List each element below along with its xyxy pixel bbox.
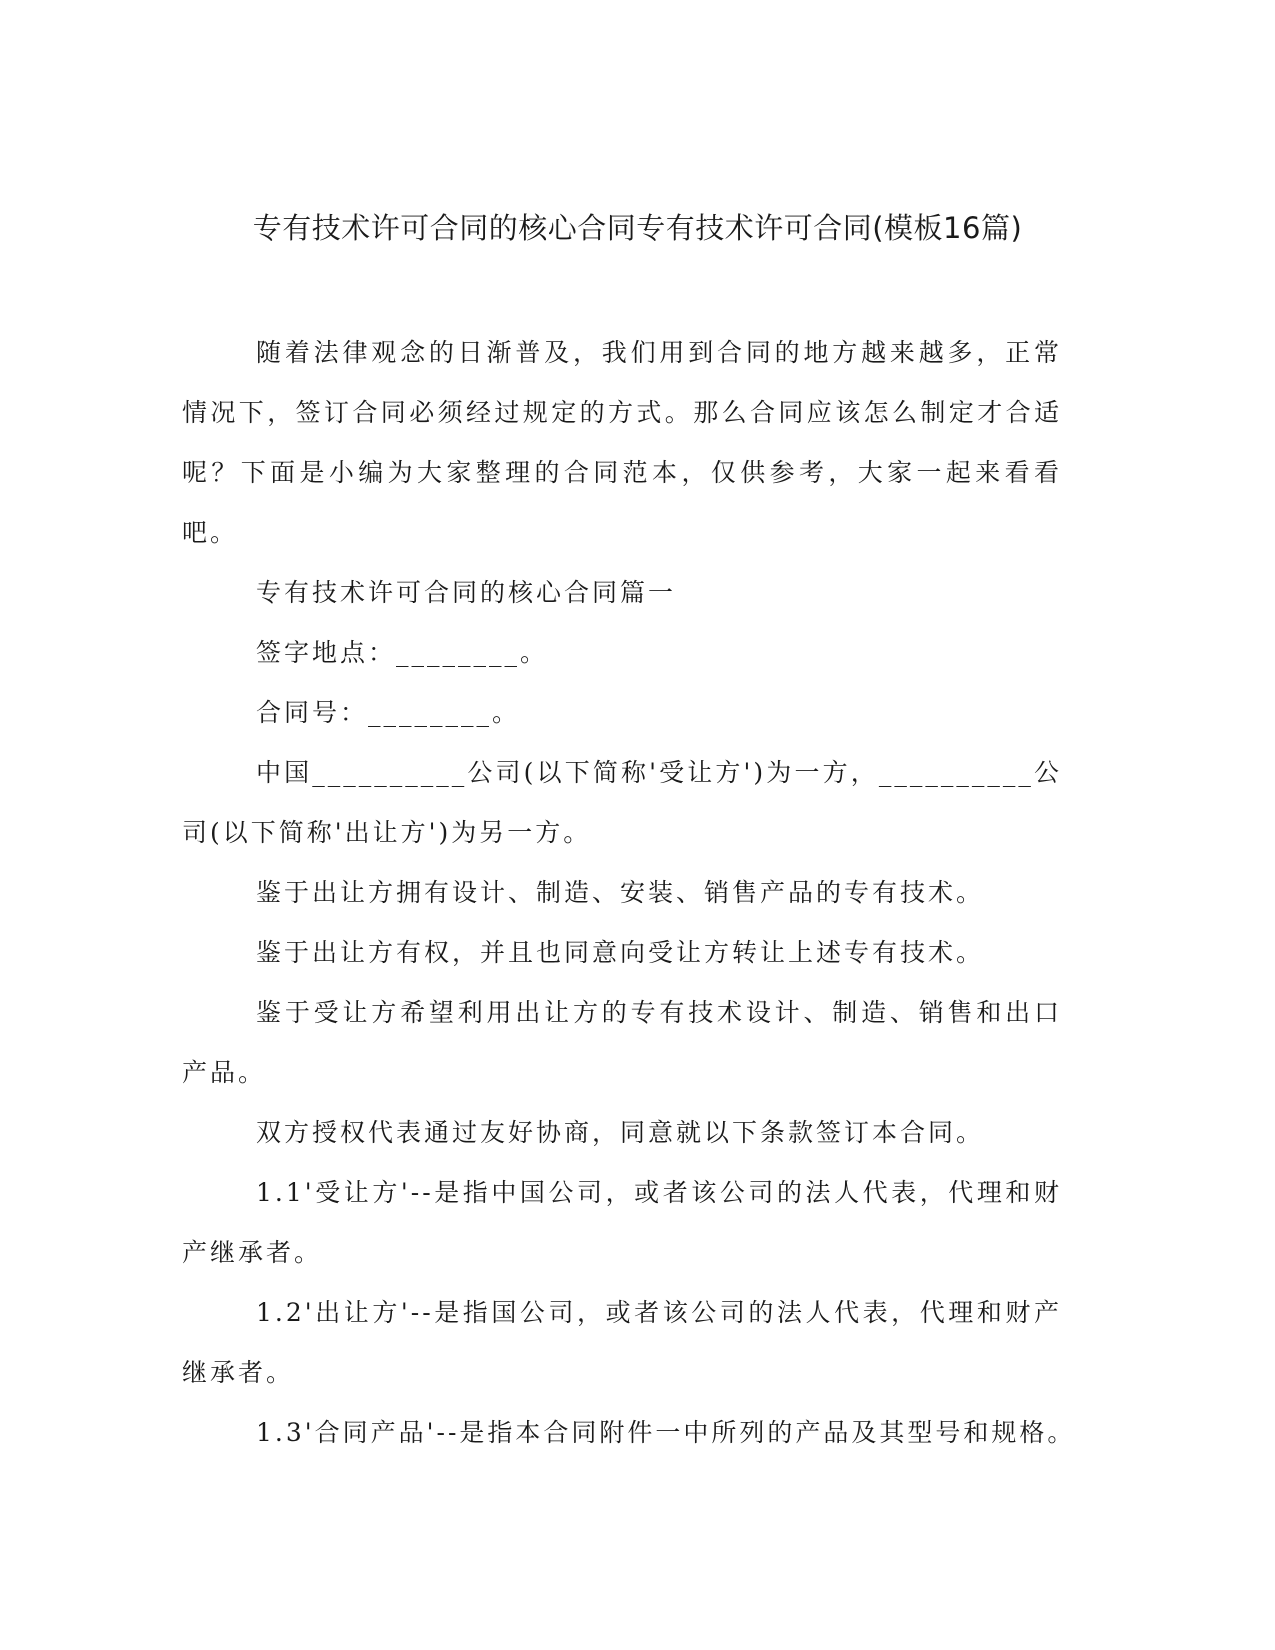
definition-paragraph: 1.1'受让方'--是指中国公司，或者该公司的法人代表，代理和财产继承者。 [182,1178,1062,1267]
intro-paragraph: 随着法律观念的日渐普及，我们用到合同的地方越来越多，正常情况下，签订合同必须经过规定的方式。那么合同应该怎么制定才合适呢？下面是小编为大家整理的合同范本，仅供参考，大家一起来看看吧。 [182,338,1062,547]
recital-paragraph: 鉴于出让方有权，并且也同意向受让方转让上述专有技术。 [256,938,985,967]
contract-number-line: 合同号：________。 [256,698,521,727]
signing-place-line: 签字地点：________。 [256,638,549,667]
recital-paragraph: 鉴于出让方拥有设计、制造、安装、销售产品的专有技术。 [256,878,985,907]
parties-paragraph: 中国__________公司(以下简称'受让方')为一方，__________公司(以下简称'出让方')为另一方。 [182,758,1062,847]
definition-paragraph: 1.3'合同产品'--是指本合同附件一中所列的产品及其型号和规格。 [256,1418,1076,1447]
document-title: 专有技术许可合同的核心合同专有技术许可合同(模板16篇) [252,211,1023,245]
agreement-paragraph: 双方授权代表通过友好协商，同意就以下条款签订本合同。 [256,1118,985,1147]
definition-paragraph: 1.2'出让方'--是指国公司，或者该公司的法人代表，代理和财产继承者。 [182,1298,1062,1387]
section-heading: 专有技术许可合同的核心合同篇一 [256,578,677,607]
document-body [182,323,1076,1463]
recital-paragraph: 鉴于受让方希望利用出让方的专有技术设计、制造、销售和出口产品。 [182,998,1062,1087]
